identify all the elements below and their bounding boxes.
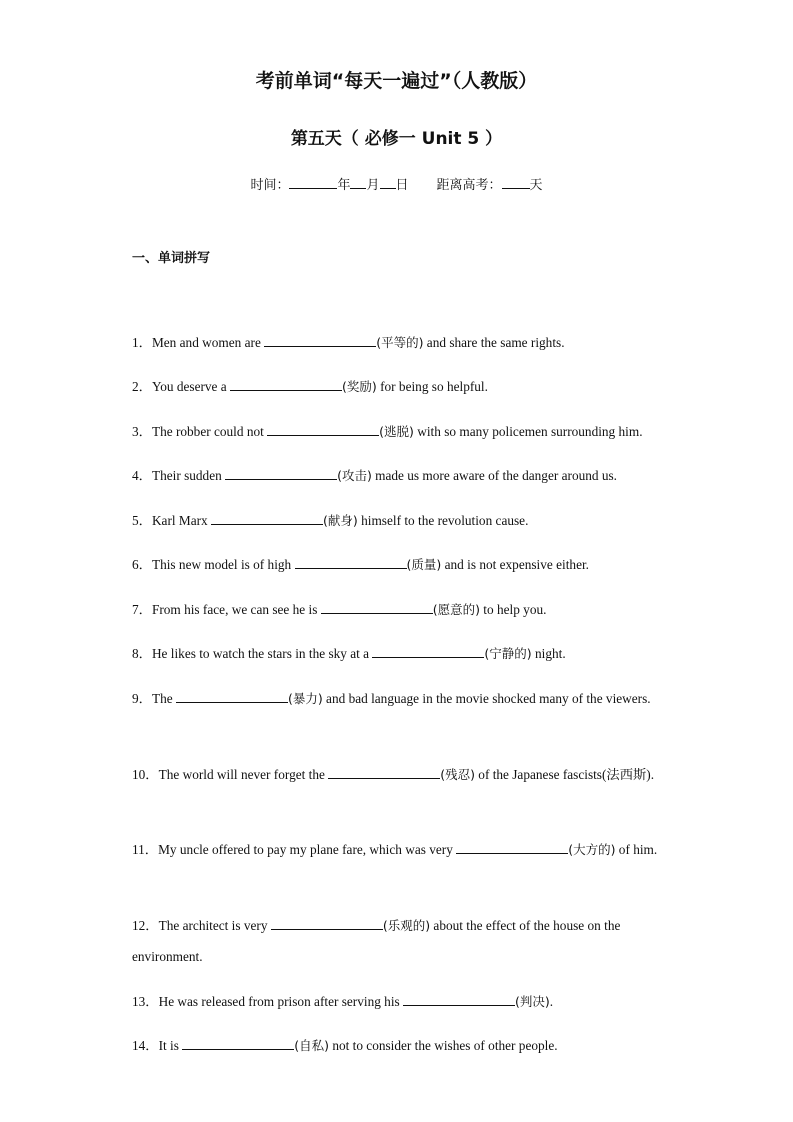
day-label: 日 <box>395 178 409 193</box>
answer-blank[interactable] <box>271 917 383 930</box>
question-text-after: made us more aware of the danger around us. <box>371 468 618 483</box>
question-number: 1． <box>132 335 152 350</box>
question-text-before: Their sudden <box>151 468 226 483</box>
answer-blank[interactable] <box>230 378 342 391</box>
chinese-hint: (愿意的) <box>432 602 480 617</box>
month-blank[interactable] <box>350 175 366 189</box>
answer-blank[interactable] <box>328 766 440 779</box>
question-item <box>132 683 672 714</box>
question-number: 8． <box>132 646 152 661</box>
question-number: 7． <box>132 602 152 617</box>
answer-blank[interactable] <box>264 334 376 347</box>
question-item <box>132 460 672 491</box>
question-text-after: to help you. <box>479 602 547 617</box>
question-item <box>132 834 672 865</box>
question-number: 13． <box>132 994 159 1009</box>
answer-blank[interactable] <box>456 841 568 854</box>
question-number: 3． <box>132 424 152 439</box>
question-text-after: not to consider the wishes of other people. <box>329 1038 558 1053</box>
answer-blank[interactable] <box>225 467 337 480</box>
question-text-after: night. <box>531 646 566 661</box>
chinese-hint: (攻击) <box>337 468 372 483</box>
document-title: 考前单词“每天一遍过”（人教版） <box>255 70 538 92</box>
question-text-after: himself to the revolution cause. <box>357 513 529 528</box>
question-text-before: My uncle offered to pay my plane fare, which was very <box>158 842 457 857</box>
question-text-after: about the effect of the house on the environment. <box>132 918 621 964</box>
chinese-hint: (判决) <box>515 994 550 1009</box>
section-title: 一、单词拼写 <box>132 251 211 266</box>
question-text-after: of him. <box>615 842 658 857</box>
question-item <box>132 910 672 972</box>
question-text-before: The architect is very <box>158 918 271 933</box>
question-item <box>132 416 672 447</box>
chinese-hint: (暴力) <box>287 691 323 706</box>
chinese-hint: (大方的) <box>568 842 616 857</box>
question-item <box>132 549 672 580</box>
year-label: 年 <box>337 178 351 193</box>
question-text-before: He likes to watch the stars in the sky at a <box>151 646 373 661</box>
question-text-before: From his face, we can see he is <box>151 602 321 617</box>
question-number: 14． <box>132 1038 159 1053</box>
answer-blank[interactable] <box>211 512 323 525</box>
question-text-after: and is not expensive either. <box>441 557 589 572</box>
question-text-after: and bad language in the movie shocked many of the viewers. <box>322 691 651 706</box>
question-text-before: The <box>151 691 176 706</box>
question-item <box>132 327 672 358</box>
question-item <box>132 594 672 625</box>
answer-blank[interactable] <box>267 423 379 436</box>
question-text-before: It is <box>158 1038 183 1053</box>
question-text-after: . <box>549 994 554 1009</box>
year-blank[interactable] <box>289 175 337 189</box>
question-number: 11． <box>132 842 159 857</box>
question-text-before: Karl Marx <box>151 513 212 528</box>
question-text-after: with so many policemen surrounding him. <box>413 424 643 439</box>
chinese-hint: (逃脱) <box>379 424 414 439</box>
question-text-before: The world will never forget the <box>158 767 329 782</box>
question-number: 9． <box>132 691 152 706</box>
chinese-hint: (质量) <box>406 557 442 572</box>
time-label: 时间： <box>250 178 290 193</box>
question-text-before: This new model is of high <box>151 557 295 572</box>
chinese-hint: (自私) <box>294 1038 329 1053</box>
date-line <box>0 174 793 193</box>
chinese-hint: (残忍) <box>440 767 475 782</box>
answer-blank[interactable] <box>295 556 407 569</box>
exam-countdown-label: 距离高考： <box>436 178 502 193</box>
question-item <box>132 986 672 1017</box>
question-number: 10． <box>132 767 159 782</box>
question-number: 2． <box>132 379 152 394</box>
month-label: 月 <box>366 178 380 193</box>
question-number: 4． <box>132 468 152 483</box>
question-item <box>132 1030 672 1061</box>
question-text-before: Men and women are <box>151 335 265 350</box>
answer-blank[interactable] <box>372 645 484 658</box>
question-text-after: and share the same rights. <box>423 335 565 350</box>
question-text-after: of the Japanese fascists(法西斯). <box>474 767 655 782</box>
question-item <box>132 638 672 669</box>
question-number: 12． <box>132 918 159 933</box>
question-item <box>132 505 672 536</box>
question-item <box>132 371 672 402</box>
question-item <box>132 759 672 790</box>
chinese-hint: (平等的) <box>376 335 424 350</box>
chinese-hint: (宁静的) <box>484 646 532 661</box>
chinese-hint: (奖励) <box>342 379 377 394</box>
document-subtitle: 第五天（ 必修一 Unit 5 ） <box>290 129 503 149</box>
answer-blank[interactable] <box>403 993 515 1006</box>
question-number: 6． <box>132 557 152 572</box>
day-blank[interactable] <box>380 175 396 189</box>
question-text-before: He was released from prison after serving his <box>158 994 404 1009</box>
days-blank[interactable] <box>502 175 530 189</box>
answer-blank[interactable] <box>321 601 433 614</box>
answer-blank[interactable] <box>182 1037 294 1050</box>
days-unit-label: 天 <box>529 178 543 193</box>
chinese-hint: (乐观的) <box>382 918 431 933</box>
question-text-before: The robber could not <box>151 424 268 439</box>
question-text-before: You deserve a <box>151 379 231 394</box>
answer-blank[interactable] <box>176 690 288 703</box>
chinese-hint: (献身) <box>323 513 358 528</box>
question-number: 5． <box>132 513 152 528</box>
question-text-after: for being so helpful. <box>376 379 488 394</box>
